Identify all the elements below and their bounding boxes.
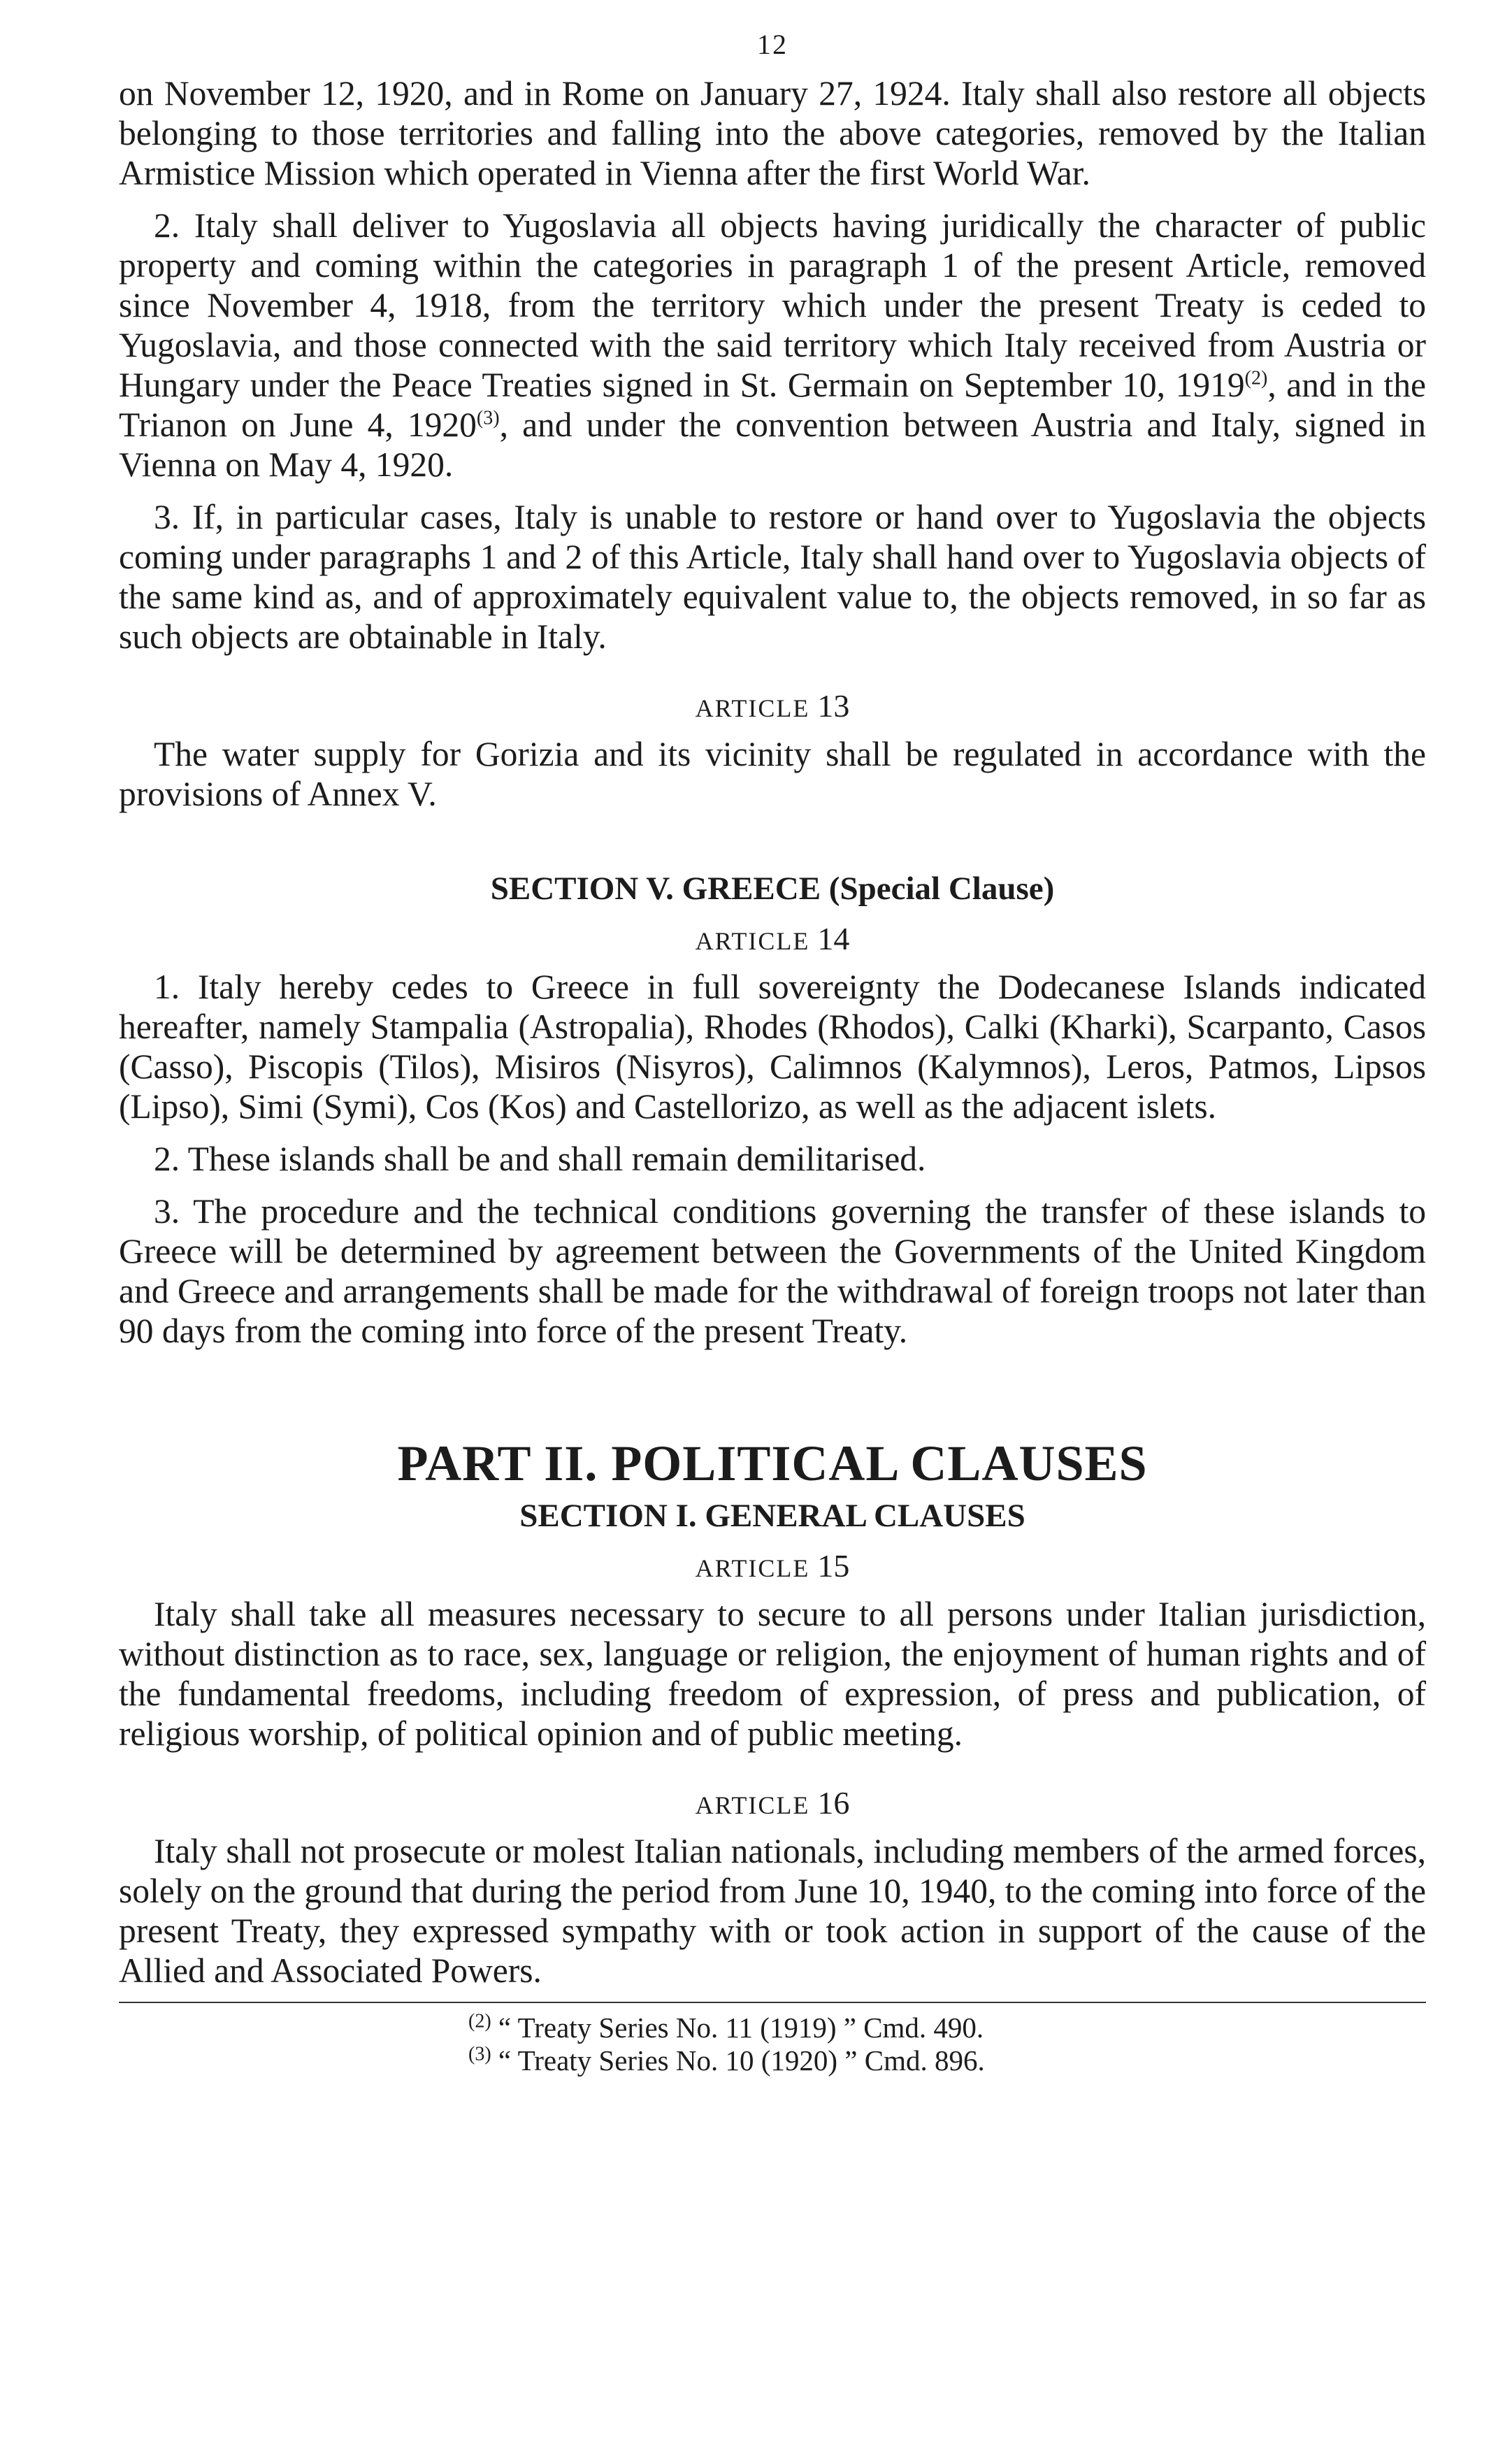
footnote-ref-3: (3): [476, 407, 500, 429]
footnote-divider: [119, 2002, 1426, 2003]
footnote-2: [468, 2012, 1426, 2044]
section-i-heading: SECTION I. GENERAL CLAUSES: [519, 1498, 1025, 1534]
section-v-heading: SECTION V. GREECE (Special Clause): [490, 870, 1055, 907]
article-number: 13: [817, 688, 850, 724]
page-number: 12: [757, 29, 788, 60]
article-16-text: Italy shall not prosecute or molest Italian nationals, including members of the armed forces, solely on the ground that during the period from June 10, 1940, to the coming into force of the present Treaty, they expressed sympathy with or took action in support of the cause of the Allied and Associated Powers.: [119, 1832, 1426, 1990]
paragraph-2-text-b: , and in the Trianon on June 4, 1920: [119, 366, 1426, 444]
footnote-marker: (2): [468, 2010, 491, 2032]
footnote-text: “ Treaty Series No. 10 (1920) ” Cmd. 896.: [498, 2044, 985, 2077]
paragraph-continuation: on November 12, 1920, and in Rome on January 27, 1924. Italy shall also restore all objects belonging to those territories and falling into the above categories, removed by the Italian Armistice Mission which operated in Vienna after the first World War.: [119, 74, 1426, 192]
article-16-heading: [119, 1784, 1426, 1821]
footnotes: [119, 2012, 1426, 2077]
article-13-heading: [119, 687, 1426, 724]
paragraph-2: [119, 206, 1426, 485]
footnote-text: “ Treaty Series No. 11 (1919) ” Cmd. 490.: [498, 2012, 984, 2044]
footnote-marker: (3): [468, 2043, 491, 2065]
article-label: ARTICLE: [695, 694, 810, 722]
paragraph-2-text-a: 2. Italy shall deliver to Yugoslavia all objects having juridically the character of public property and coming within the categories in paragraph 1 of the present Article, removed since November 4, 1918, from the territory which under the present Treaty is ceded to Yugoslavia, and those connected with the said territory which Italy received from Austria or Hungary under the Peace Treaties signed in St. Germain on September 10, 1919: [119, 206, 1426, 404]
paragraph-3: 3. If, in particular cases, Italy is unable to restore or hand over to Yugoslavia the objects coming under paragraphs 1 and 2 of this Article, Italy shall hand over to Yugoslavia objects of the same kind as, and of approximately equivalent value to, the objects removed, in so far as such objects are obtainable in Italy.: [119, 498, 1426, 656]
footnote-ref-2: (2): [1244, 367, 1268, 389]
part-ii-heading: PART II. POLITICAL CLAUSES: [397, 1435, 1148, 1491]
article-label: ARTICLE: [695, 1791, 810, 1819]
document-page: [119, 28, 1426, 2077]
footnote-3: [468, 2044, 1426, 2077]
paragraph-2-text-c: , and under the convention between Austria and Italy, signed in Vienna on May 4, 1920.: [119, 406, 1426, 484]
article-number: 14: [817, 921, 850, 956]
article-number: 16: [817, 1785, 850, 1821]
article-number: 15: [817, 1548, 850, 1584]
article-13-text: The water supply for Gorizia and its vicinity shall be regulated in accordance with the provisions of Annex V.: [119, 735, 1426, 813]
article-14-paragraph-1: 1. Italy hereby cedes to Greece in full sovereignty the Dodecanese Islands indicated hereafter, namely Stampalia (Astropalia), Rhodes (Rhodos), Calki (Kharki), Scarpanto, Casos (Casso), Piscopis (Tilos), Misiros (Nisyros), Calimnos (Kalymnos), Leros, Patmos, Lipsos (Lipso), Simi (Symi), Cos (Kos) and Castellorizo, as well as the adjacent islets.: [119, 968, 1426, 1126]
article-14-heading: [119, 920, 1426, 957]
article-14-paragraph-2: 2. These islands shall be and shall remain demilitarised.: [154, 1140, 926, 1178]
article-label: ARTICLE: [695, 927, 810, 955]
article-label: ARTICLE: [695, 1554, 810, 1582]
article-15-text: Italy shall take all measures necessary to secure to all persons under Italian jurisdiction, without distinction as to race, sex, language or religion, the enjoyment of human rights and of the fundamental freedoms, including freedom of expression, of press and publication, of religious worship, of political opinion and of public meeting.: [119, 1595, 1426, 1753]
article-14-paragraph-3: 3. The procedure and the technical conditions governing the transfer of these islands to Greece will be determined by agreement between the Governments of the United Kingdom and Greece and arrangements shall be made for the withdrawal of foreign troops not later than 90 days from the coming into force of the present Treaty.: [119, 1192, 1426, 1350]
article-15-heading: [119, 1547, 1426, 1584]
